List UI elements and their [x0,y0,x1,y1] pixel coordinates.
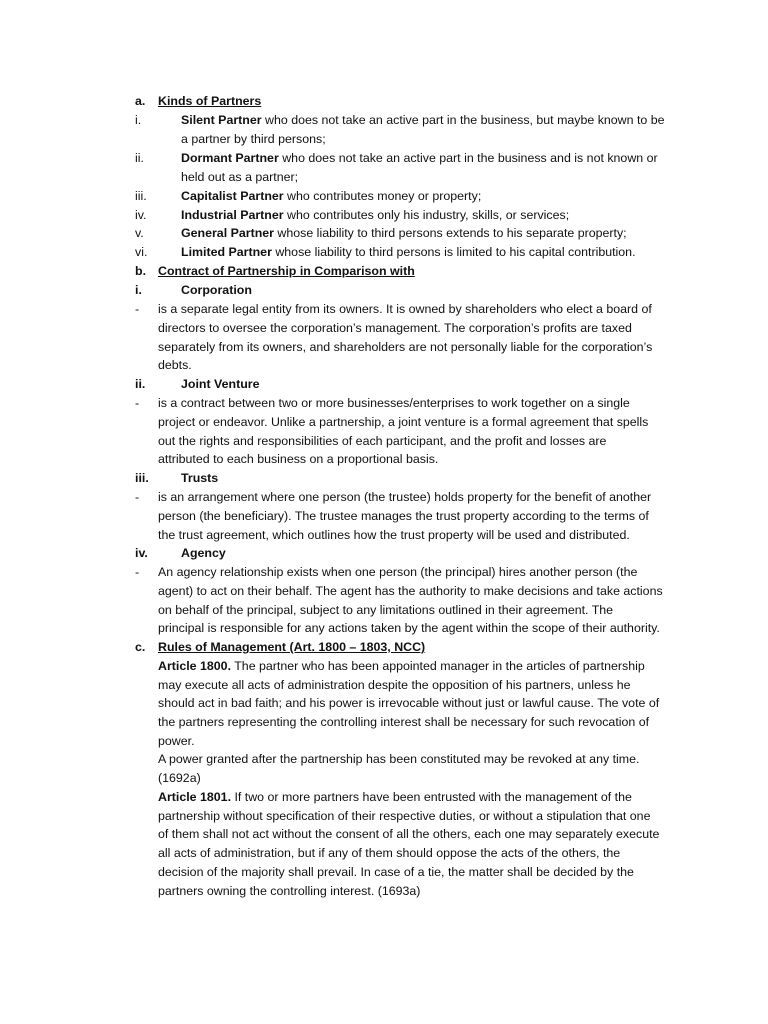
item-text: Limited Partner whose liability to third persons is limited to his capital contribution. [181,245,636,259]
paragraph-line: on behalf of the principal, subject to any limitations outlined in their agreement. The [158,603,614,617]
section-comparison-heading [0,262,768,281]
paragraph-line: separately from its owners, and shareholders are not personally liable for the corporation’s [158,340,653,354]
subsection-marker: iv. [135,546,148,560]
item-marker: i. [135,113,142,127]
article-first-line: Article 1800. The partner who has been appointed manager in the articles of partnership [158,659,645,673]
paragraph-line: agent) to act on their behalf. The agent has the authority to make decisions and take actions [158,584,663,598]
paragraph-line: attributed to each business on a proportional basis. [158,452,439,466]
paragraph-line: principal is responsible for any actions taken by the agent within the scope of their authority. [158,621,660,635]
item-marker: iv. [135,208,147,222]
paragraph-line: - is an arrangement where one person (the trustee) holds property for the benefit of another [0,488,768,507]
article-label: Article 1801. [158,790,232,804]
list-item [0,243,768,262]
list-item [0,224,768,243]
dash-bullet: - [135,565,140,579]
item-text: Dormant Partner who does not take an active part in the business and is not known or [181,151,658,165]
section-heading: Contract of Partnership in Comparison with [158,264,415,278]
subsection-title [0,375,768,394]
dash-bullet: - [135,490,140,504]
subsection-heading: Joint Venture [181,377,260,391]
subsection-title [0,281,768,300]
subsection-marker: iii. [135,471,149,485]
paragraph-line: partners owning the controlling interest. (1693a) [158,884,421,898]
paragraph-line: person (the beneficiary). The trustee manages the trust property according to the terms of [158,509,649,523]
subsection-title [0,544,768,563]
paragraph-line: A power granted after the partnership has been constituted may be revoked at any time. [158,752,640,766]
item-term: Limited Partner [181,245,272,259]
paragraph-line: directors to oversee the corporation’s management. The corporation’s profits are taxed [158,321,632,335]
paragraph-line: project or endeavor. Unlike a partnership, a joint venture is a formal agreement that spells [158,415,649,429]
paragraph-line: debts. [158,358,192,372]
subsection-title [0,469,768,488]
paragraph-line: partnership without specification of their respective duties, or without a stipulation that one [158,809,651,823]
item-term: Dormant Partner [181,151,279,165]
paragraph-line: power. [158,734,195,748]
subsection-marker: ii. [135,377,146,391]
item-continuation: a partner by third persons; [181,132,326,146]
paragraph-line: - is a separate legal entity from its owners. It is owned by shareholders who elect a board of [0,300,768,319]
paragraph-line: out the rights and responsibilities of each participant, and the profit and losses are [158,434,607,448]
paragraph-line: - is a contract between two or more businesses/enterprises to work together on a single [0,394,768,413]
dash-bullet: - [135,302,140,316]
item-term: Silent Partner [181,113,262,127]
section-marker: c. [135,640,146,654]
article-first-line: Article 1801. If two or more partners have been entrusted with the management of the [158,790,632,804]
item-term: General Partner [181,226,274,240]
paragraph-line: the trust agreement, which outlines how the trust property will be used and distributed. [158,528,630,542]
section-marker: b. [135,264,147,278]
paragraph-line: (1692a) [158,771,201,785]
section-rules-heading [0,638,768,657]
item-marker: vi. [135,245,148,259]
section-heading: Kinds of Partners [158,94,262,108]
item-continuation: held out as a partner; [181,170,299,184]
section-kinds-heading [0,92,768,111]
item-marker: ii. [135,151,144,165]
subsection-heading: Corporation [181,283,252,297]
list-item [0,149,768,168]
paragraph-line: - An agency relationship exists when one person (the principal) hires another person (the [0,563,768,582]
paragraph-line: the partners representing the controlling interest shall be necessary for such revocation of [158,715,650,729]
paragraph-line: all acts of administration, but if any of them should oppose the acts of the others, the [158,846,621,860]
list-item [0,206,768,225]
item-text: General Partner whose liability to third persons extends to his separate property; [181,226,627,240]
item-marker: v. [135,226,144,240]
article-label: Article 1800. [158,659,232,673]
item-term: Industrial Partner [181,208,284,222]
subsection-heading: Agency [181,546,226,560]
section-marker: a. [135,94,146,108]
item-text: Industrial Partner who contributes only his industry, skills, or services; [181,208,570,222]
subsection-heading: Trusts [181,471,219,485]
paragraph-line: should act in bad faith; and his power is irrevocable without just or lawful cause. The vote of [158,696,660,710]
subsection-marker: i. [135,283,142,297]
item-text: Capitalist Partner who contributes money or property; [181,189,482,203]
item-term: Capitalist Partner [181,189,284,203]
item-marker: iii. [135,189,147,203]
dash-bullet: - [135,396,140,410]
list-item [0,187,768,206]
paragraph-line: may execute all acts of administration despite the opposition of his partners, unless he [158,678,631,692]
paragraph-line: of them shall not act without the consent of all the others, each one may separately execute [158,827,660,841]
item-text: Silent Partner who does not take an active part in the business, but maybe known to be [181,113,665,127]
list-item [0,111,768,130]
paragraph-line: decision of the majority shall prevail. In case of a tie, the matter shall be decided by the [158,865,634,879]
section-heading: Rules of Management (Art. 1800 – 1803, NCC) [158,640,426,654]
